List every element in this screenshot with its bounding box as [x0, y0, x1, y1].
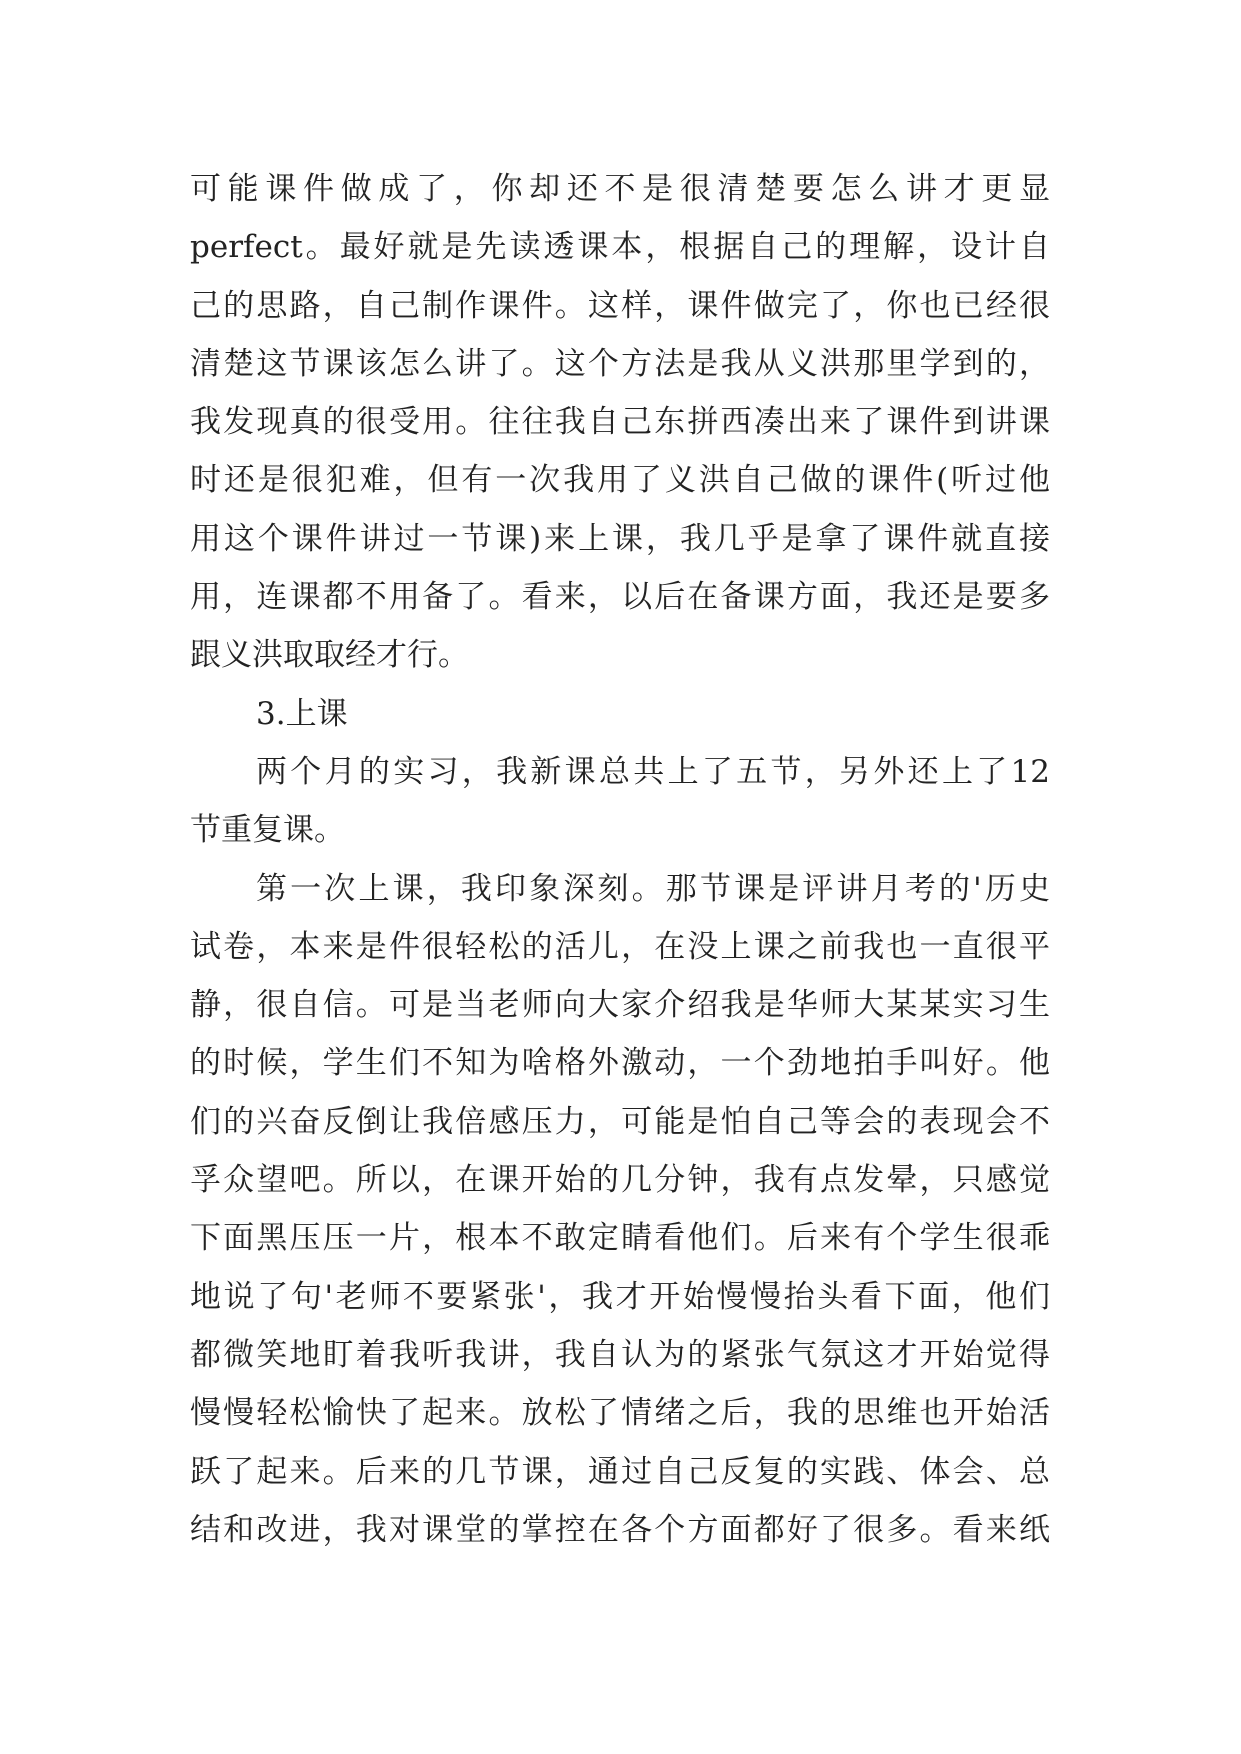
paragraph	[190, 160, 1050, 685]
text-line: 跟义洪取取经才行。	[190, 637, 469, 674]
text-line: 跃了起来。后来的几节课，通过自己反复的实践、体会、总	[190, 1453, 1050, 1490]
text-line: 可能课件做成了，你却还不是很清楚要怎么讲才更显	[190, 171, 1050, 207]
text-line: 静，很自信。可是当老师向大家介绍我是华师大某某实习生	[190, 987, 1050, 1024]
text-line: 用，连课都不用备了。看来，以后在备课方面，我还是要多	[190, 579, 1050, 616]
text-line: 下面黑压压一片，根本不敢定睛看他们。后来有个学生很乖	[190, 1220, 1050, 1257]
text-line: 地说了句'老师不要紧张'，我才开始慢慢抬头看下面，他们	[190, 1278, 1050, 1315]
paragraph	[190, 743, 1050, 860]
paragraph	[190, 685, 1050, 743]
text-line: 试卷，本来是件很轻松的活儿，在没上课之前我也一直很平	[190, 928, 1050, 965]
text-line: 结和改进，我对课堂的掌控在各个方面都好了很多。看来纸	[190, 1511, 1050, 1548]
text-line: 我发现真的很受用。往往我自己东拼西凑出来了课件到讲课	[190, 404, 1050, 441]
text-line: 用这个课件讲过一节课)来上课，我几乎是拿了课件就直接	[190, 520, 1050, 557]
text-line: 孚众望吧。所以，在课开始的几分钟，我有点发晕，只感觉	[190, 1162, 1050, 1199]
text-line: 们的兴奋反倒让我倍感压力，可能是怕自己等会的表现会不	[190, 1103, 1050, 1140]
text-line: 第一次上课，我印象深刻。那节课是评讲月考的'历史	[256, 870, 1050, 907]
text-line: 慢慢轻松愉快了起来。放松了情绪之后，我的思维也开始活	[190, 1395, 1050, 1432]
text-line: 3.上课	[256, 695, 348, 732]
text-line: 清楚这节课该怎么讲了。这个方法是我从义洪那里学到的，	[190, 345, 1050, 382]
text-line: 的时候，学生们不知为啥格外激动，一个劲地拍手叫好。他	[190, 1045, 1050, 1082]
body-text	[190, 160, 1050, 1559]
text-line: 时还是很犯难，但有一次我用了义洪自己做的课件(听过他	[190, 462, 1050, 499]
text-line: 都微笑地盯着我听我讲，我自认为的紧张气氛这才开始觉得	[190, 1336, 1050, 1373]
paragraph	[190, 860, 1050, 1560]
text-line: 两个月的实习，我新课总共上了五节，另外还上了12	[256, 753, 1050, 790]
text-line: perfect。最好就是先读透课本，根据自己的理解，设计自	[190, 229, 1050, 266]
text-line: 己的思路，自己制作课件。这样，课件做完了，你也已经很	[190, 287, 1050, 324]
text-line: 节重复课。	[190, 812, 345, 849]
